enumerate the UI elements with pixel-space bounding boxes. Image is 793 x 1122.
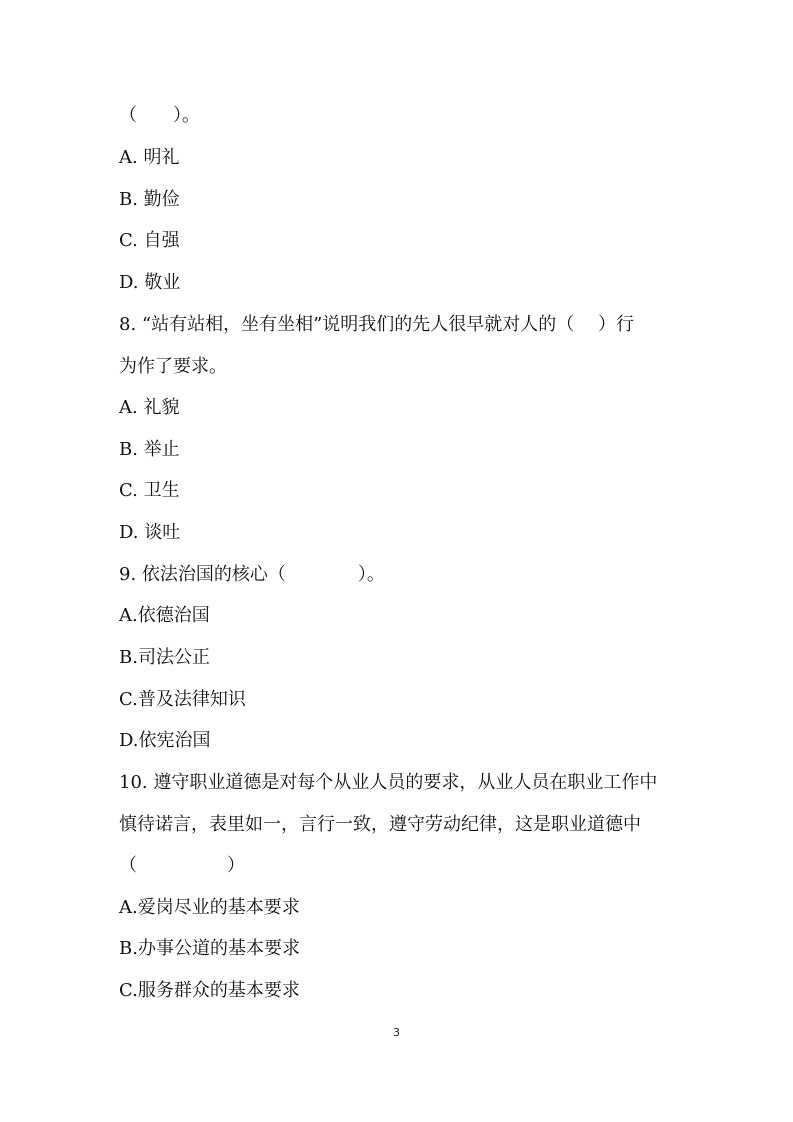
option-a: A. 明礼 bbox=[119, 147, 180, 168]
question-9-stem: 9. 依法治国的核心（ ）。 bbox=[119, 564, 385, 585]
option-b: B. 勤俭 bbox=[119, 189, 180, 210]
option-b: B. 举止 bbox=[119, 439, 180, 460]
option-a: A. 礼貌 bbox=[119, 397, 180, 418]
page-number: 3 bbox=[393, 1026, 400, 1039]
option-a: A.爱岗尽业的基本要求 bbox=[119, 897, 300, 918]
option-a: A.依德治国 bbox=[119, 605, 210, 626]
option-d: D. 谈吐 bbox=[119, 522, 181, 543]
option-b: B.司法公正 bbox=[119, 647, 210, 668]
option-b: B.办事公道的基本要求 bbox=[119, 938, 300, 959]
question-10-stem-cont: 慎待诺言，表里如一，言行一致，遵守劳动纪律，这是职业道德中 bbox=[119, 814, 641, 835]
question-7-tail: （ ）。 bbox=[119, 105, 200, 126]
option-d: D.依宪治国 bbox=[119, 730, 211, 751]
option-c: C. 卫生 bbox=[119, 480, 180, 501]
question-8-stem: 8. “站有站相，坐有坐相”说明我们的先人很早就对人的（ ）行 bbox=[119, 314, 635, 335]
question-8-stem-cont: 为作了要求。 bbox=[119, 356, 227, 377]
option-d: D. 敬业 bbox=[119, 272, 181, 293]
option-c: C.普及法律知识 bbox=[119, 689, 246, 710]
option-c: C.服务群众的基本要求 bbox=[119, 980, 300, 1001]
question-10-blank: （ ） bbox=[119, 855, 245, 876]
option-c: C. 自强 bbox=[119, 230, 180, 251]
question-10-stem: 10. 遵守职业道德是对每个从业人员的要求，从业人员在职业工作中 bbox=[119, 772, 658, 793]
